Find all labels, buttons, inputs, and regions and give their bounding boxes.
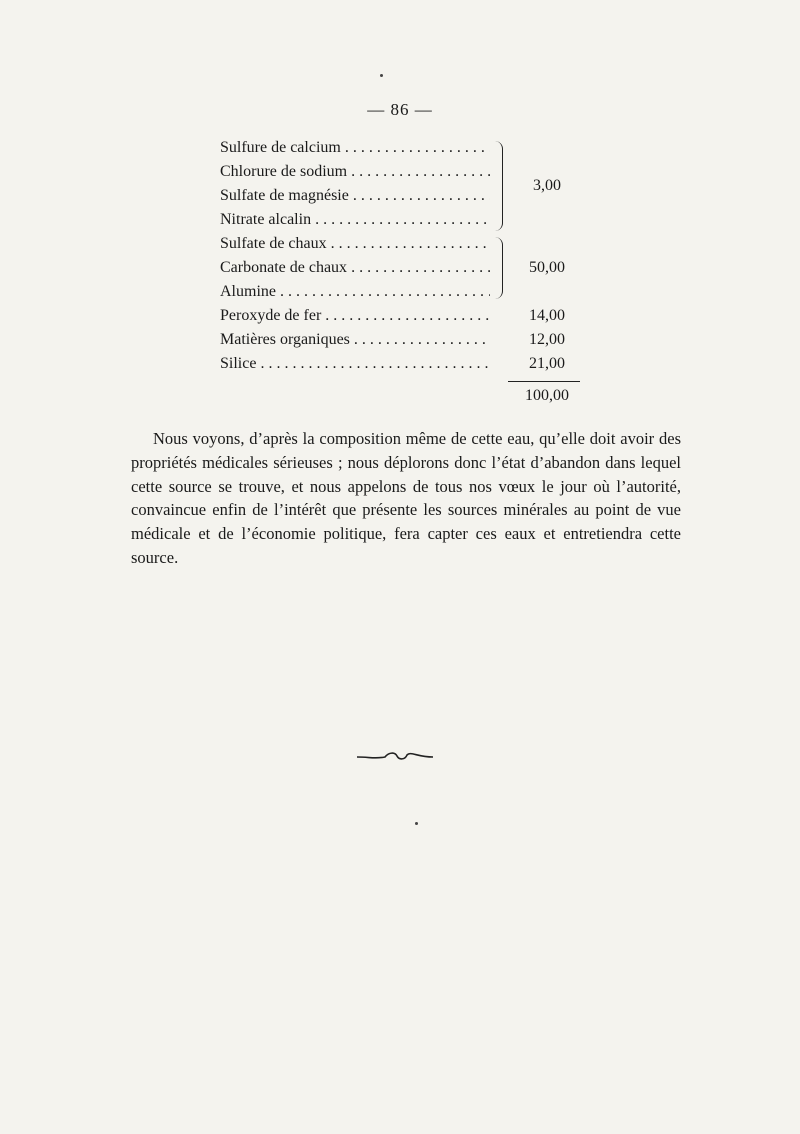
group-brace: [492, 141, 503, 231]
sum-rule: [508, 381, 580, 382]
table-row: [220, 209, 490, 231]
decorative-flourish-icon: [355, 748, 435, 762]
compound-name: Sulfate de chaux . . .: [220, 233, 490, 255]
total-value: 100,00: [525, 387, 569, 404]
group-value: 3,00: [533, 177, 561, 194]
body-paragraph: [131, 427, 681, 570]
compound-name: Alumine . . .: [220, 281, 490, 303]
table-row: [220, 233, 490, 255]
group-brace: [492, 237, 503, 299]
ink-speck: [415, 822, 418, 825]
compound-name: Chlorure de sodium . . .: [220, 161, 490, 183]
table-row: [220, 305, 490, 327]
row-value: 14,00: [529, 307, 565, 324]
table-row: [220, 257, 490, 279]
compound-name: Nitrate alcalin . . .: [220, 209, 490, 231]
compound-name: Sulfate de magnésie . . .: [220, 185, 490, 207]
compound-name: Sulfure de calcium . . .: [220, 137, 490, 159]
compound-name: Carbonate de chaux . . .: [220, 257, 490, 279]
page-number: — 86 —: [367, 100, 433, 119]
paragraph-text: Nous voyons, d’après la composition même de cette eau, qu’elle doit avoir des propriétés médicales sérieuses ; nous déplorons donc l’état d’abandon dans lequel cette source se trouve, et nous appelons de tous nos vœux le jour où l’autorité, convaincue enfin de l’intérêt que présente les sources minérales au point de vue médicale et de l’économie politique, fera capter ces eaux et entretiendra cette source.: [131, 429, 681, 567]
group-value: 50,00: [529, 259, 565, 276]
compound-name: Peroxyde de fer . . .: [220, 305, 490, 327]
row-value: 12,00: [529, 331, 565, 348]
row-value: 21,00: [529, 355, 565, 372]
table-row: [220, 329, 490, 351]
compound-name: Silice . . .: [220, 353, 490, 375]
compound-name: Matières organiques . . .: [220, 329, 490, 351]
table-row: [220, 161, 490, 183]
ink-speck: [380, 74, 383, 77]
table-row: [220, 353, 490, 375]
table-row: [220, 185, 490, 207]
table-row: [220, 137, 490, 159]
table-row: [220, 281, 490, 303]
